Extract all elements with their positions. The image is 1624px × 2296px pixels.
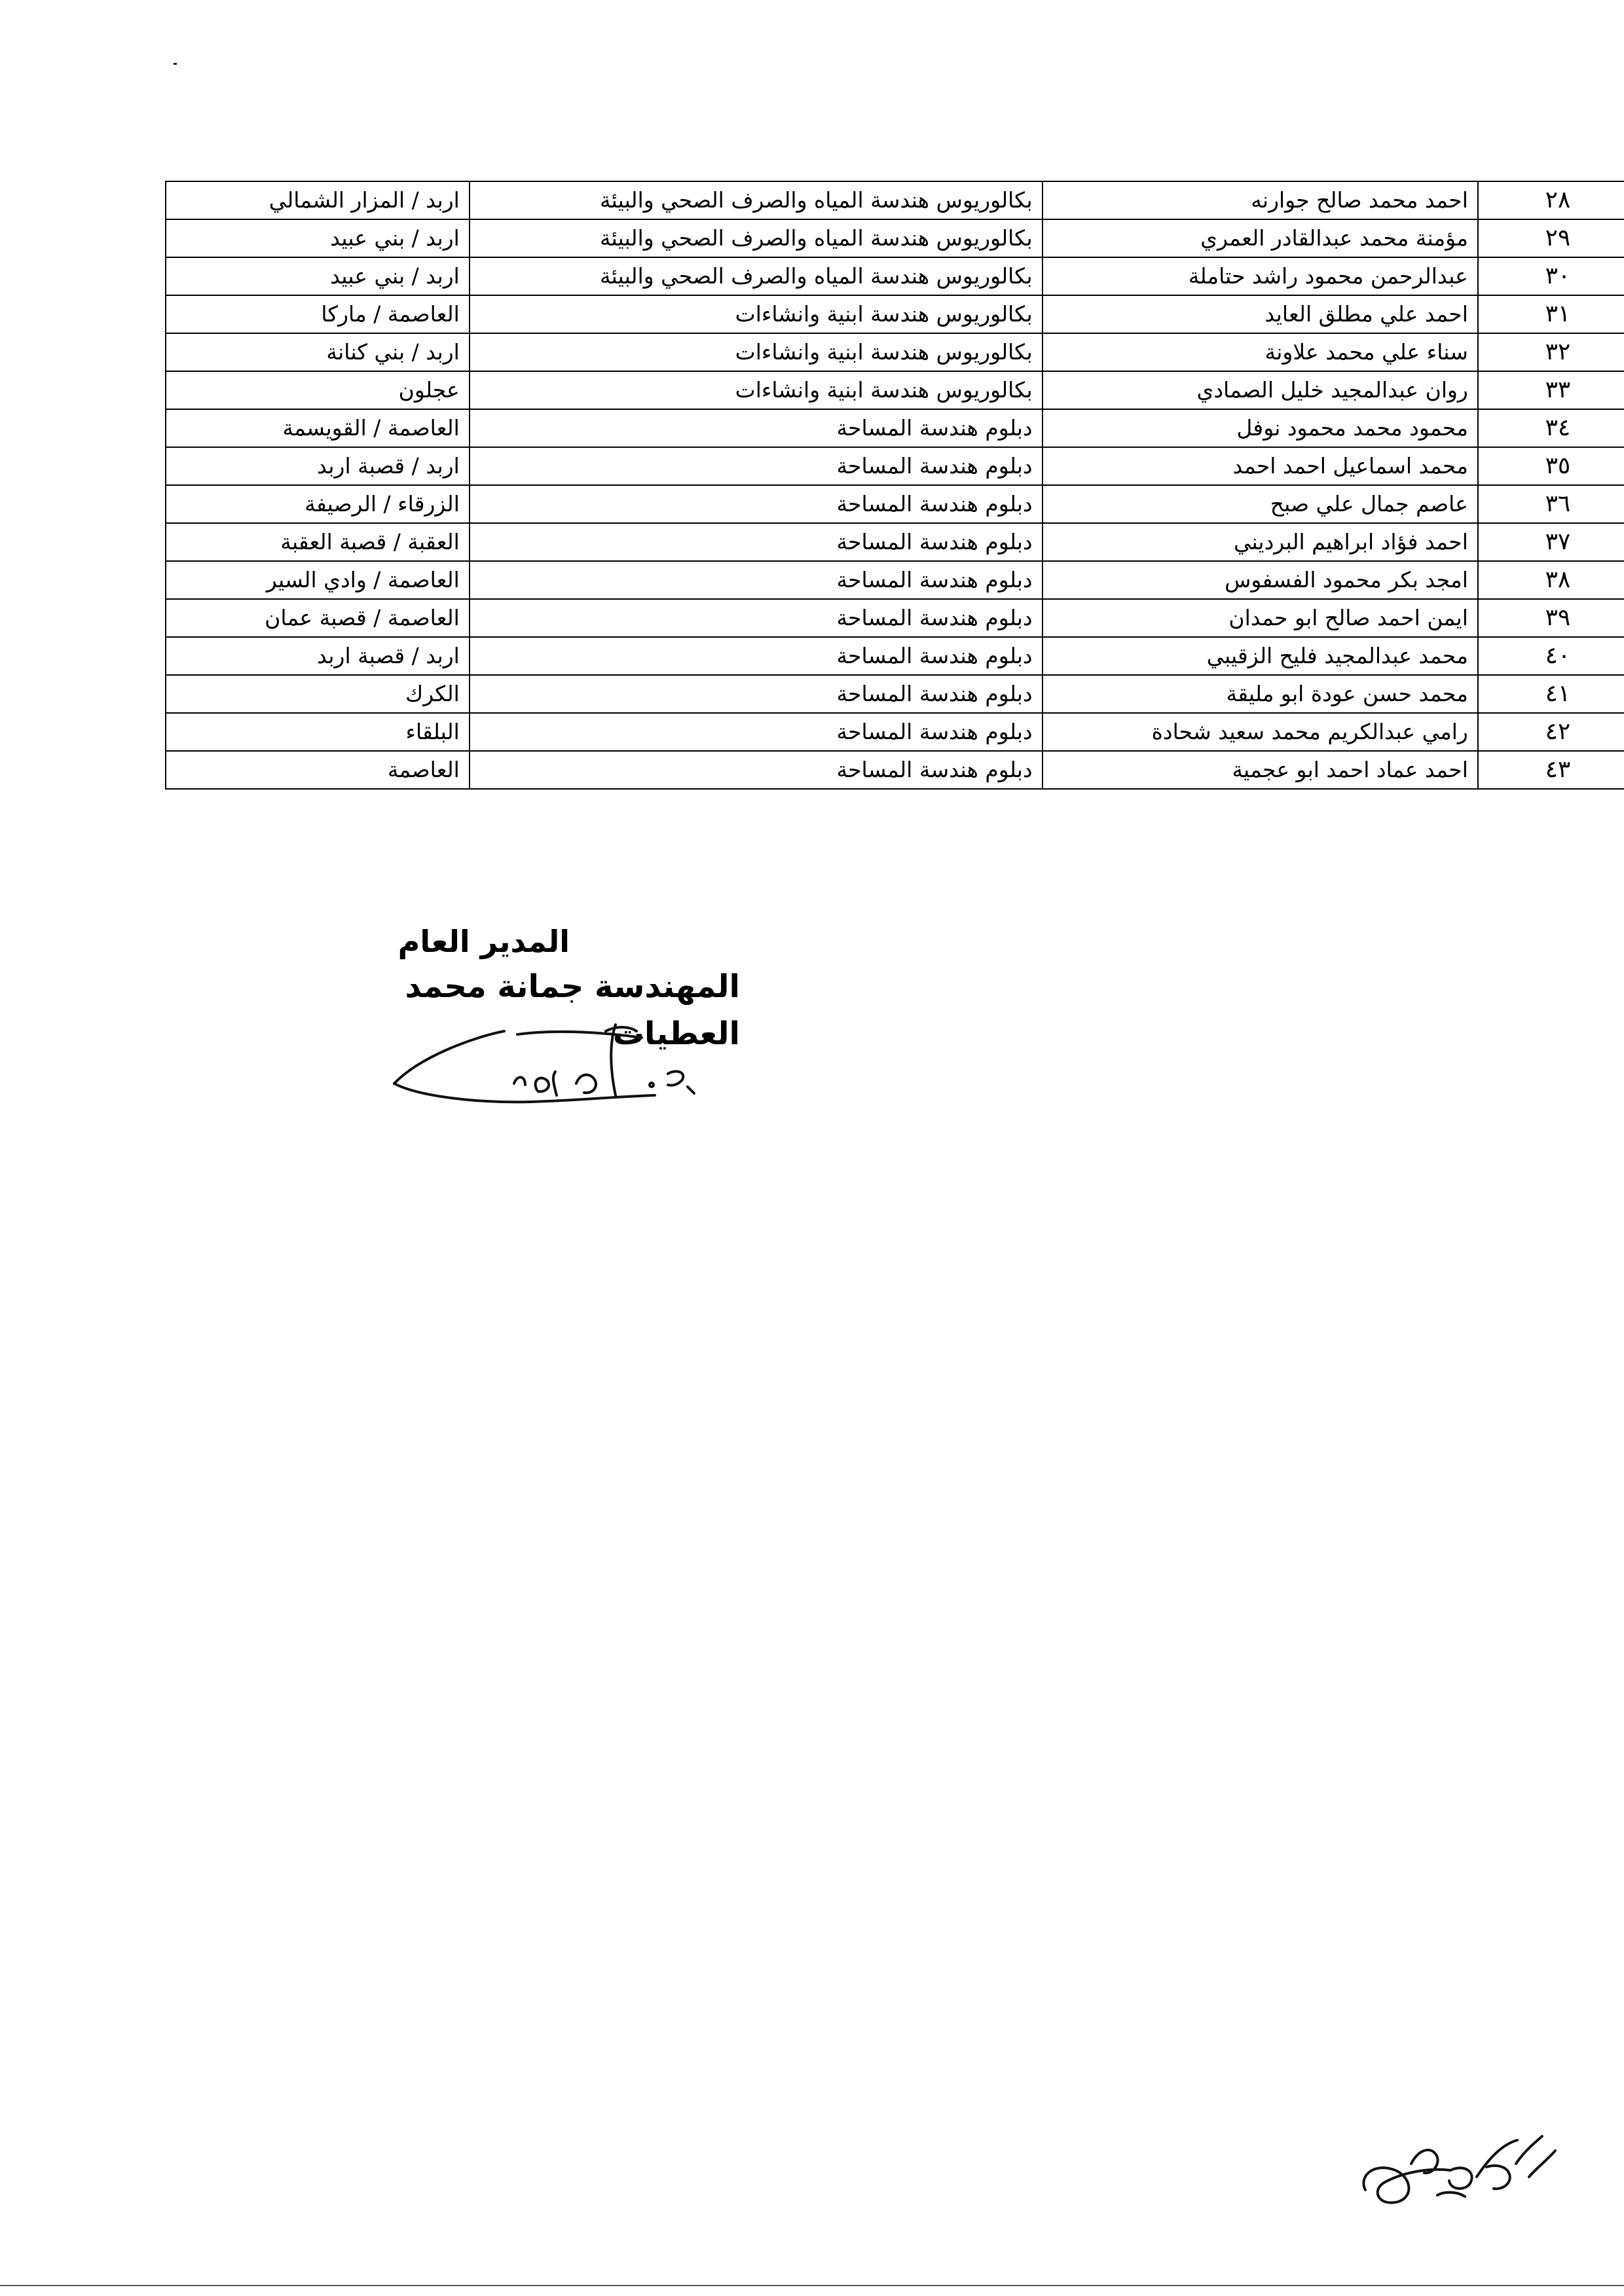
table-row bbox=[166, 447, 1624, 485]
name-cell: محمود محمد محمود نوفل bbox=[1043, 409, 1478, 447]
row-number-cell: ٣٥ bbox=[1478, 447, 1624, 485]
row-number-cell: ٢٩ bbox=[1478, 219, 1624, 257]
handwritten-signature bbox=[380, 1011, 720, 1129]
table-row bbox=[166, 637, 1624, 675]
qualification-cell: دبلوم هندسة المساحة bbox=[470, 751, 1043, 789]
table-row bbox=[166, 371, 1624, 409]
name-cell: محمد اسماعيل احمد احمد bbox=[1043, 447, 1478, 485]
qualification-cell: دبلوم هندسة المساحة bbox=[470, 713, 1043, 751]
name-cell: سناء علي محمد علاونة bbox=[1043, 333, 1478, 371]
qualification-cell: بكالوريوس هندسة ابنية وانشاءات bbox=[470, 295, 1043, 333]
roster-table bbox=[165, 181, 1624, 790]
row-number-cell: ٤٣ bbox=[1478, 751, 1624, 789]
row-number-cell: ٤٠ bbox=[1478, 637, 1624, 675]
location-cell: اربد / قصبة اربد bbox=[166, 637, 470, 675]
table-row bbox=[166, 219, 1624, 257]
location-cell: العاصمة / قصبة عمان bbox=[166, 599, 470, 637]
row-number-cell: ٣٨ bbox=[1478, 561, 1624, 599]
qualification-cell: دبلوم هندسة المساحة bbox=[470, 523, 1043, 561]
row-number-cell: ٢٨ bbox=[1478, 181, 1624, 219]
qualification-cell: دبلوم هندسة المساحة bbox=[470, 599, 1043, 637]
name-cell: عبدالرحمن محمود راشد حتاملة bbox=[1043, 257, 1478, 295]
table-row bbox=[166, 409, 1624, 447]
row-number-cell: ٤١ bbox=[1478, 675, 1624, 713]
row-number-cell: ٣٠ bbox=[1478, 257, 1624, 295]
location-cell: العاصمة bbox=[166, 751, 470, 789]
roster-table-container bbox=[165, 181, 1624, 790]
row-number-cell: ٣١ bbox=[1478, 295, 1624, 333]
location-cell: اربد / بني كنانة bbox=[166, 333, 470, 371]
qualification-cell: دبلوم هندسة المساحة bbox=[470, 561, 1043, 599]
qualification-cell: دبلوم هندسة المساحة bbox=[470, 675, 1043, 713]
table-row bbox=[166, 257, 1624, 295]
qualification-cell: دبلوم هندسة المساحة bbox=[470, 447, 1043, 485]
name-cell: احمد محمد صالح جوارنه bbox=[1043, 181, 1478, 219]
row-number-cell: ٣٩ bbox=[1478, 599, 1624, 637]
location-cell: عجلون bbox=[166, 371, 470, 409]
location-cell: اربد / بني عبيد bbox=[166, 257, 470, 295]
location-cell: اربد / قصبة اربد bbox=[166, 447, 470, 485]
location-cell: البلقاء bbox=[166, 713, 470, 751]
location-cell: الكرك bbox=[166, 675, 470, 713]
name-cell: ايمن احمد صالح ابو حمدان bbox=[1043, 599, 1478, 637]
qualification-cell: بكالوريوس هندسة ابنية وانشاءات bbox=[470, 371, 1043, 409]
location-cell: اربد / المزار الشمالي bbox=[166, 181, 470, 219]
qualification-cell: بكالوريوس هندسة المياه والصرف الصحي والبيئة bbox=[470, 257, 1043, 295]
signatory-name: المهندسة جمانة محمد العطيات bbox=[405, 968, 740, 1052]
name-cell: روان عبدالمجيد خليل الصمادي bbox=[1043, 371, 1478, 409]
table-row bbox=[166, 713, 1624, 751]
name-cell: احمد علي مطلق العايد bbox=[1043, 295, 1478, 333]
roster-table-body bbox=[166, 181, 1624, 789]
signatory-title: المدير العام bbox=[397, 924, 570, 959]
handwritten-initials bbox=[1352, 2118, 1562, 2210]
qualification-cell: دبلوم هندسة المساحة bbox=[470, 485, 1043, 523]
row-number-cell: ٣٣ bbox=[1478, 371, 1624, 409]
row-number-cell: ٣٧ bbox=[1478, 523, 1624, 561]
name-cell: رامي عبدالكريم محمد سعيد شحادة bbox=[1043, 713, 1478, 751]
table-row bbox=[166, 599, 1624, 637]
qualification-cell: دبلوم هندسة المساحة bbox=[470, 409, 1043, 447]
row-number-cell: ٣٤ bbox=[1478, 409, 1624, 447]
qualification-cell: دبلوم هندسة المساحة bbox=[470, 637, 1043, 675]
page-bottom-rule bbox=[0, 2285, 1624, 2286]
location-cell: اربد / بني عبيد bbox=[166, 219, 470, 257]
location-cell: العقبة / قصبة العقبة bbox=[166, 523, 470, 561]
qualification-cell: بكالوريوس هندسة المياه والصرف الصحي والبيئة bbox=[470, 219, 1043, 257]
name-cell: عاصم جمال علي صبح bbox=[1043, 485, 1478, 523]
scan-speck bbox=[174, 63, 177, 65]
name-cell: محمد عبدالمجيد فليح الزقيبي bbox=[1043, 637, 1478, 675]
name-cell: امجد بكر محمود الفسفوس bbox=[1043, 561, 1478, 599]
name-cell: مؤمنة محمد عبدالقادر العمري bbox=[1043, 219, 1478, 257]
table-row bbox=[166, 181, 1624, 219]
qualification-cell: بكالوريوس هندسة ابنية وانشاءات bbox=[470, 333, 1043, 371]
table-row bbox=[166, 485, 1624, 523]
name-cell: احمد عماد احمد ابو عجمية bbox=[1043, 751, 1478, 789]
row-number-cell: ٣٦ bbox=[1478, 485, 1624, 523]
location-cell: العاصمة / وادي السير bbox=[166, 561, 470, 599]
table-row bbox=[166, 675, 1624, 713]
location-cell: العاصمة / ماركا bbox=[166, 295, 470, 333]
table-row bbox=[166, 523, 1624, 561]
name-cell: محمد حسن عودة ابو مليقة bbox=[1043, 675, 1478, 713]
name-cell: احمد فؤاد ابراهيم البرديني bbox=[1043, 523, 1478, 561]
table-row bbox=[166, 561, 1624, 599]
table-row bbox=[166, 295, 1624, 333]
row-number-cell: ٣٢ bbox=[1478, 333, 1624, 371]
row-number-cell: ٤٢ bbox=[1478, 713, 1624, 751]
location-cell: الزرقاء / الرصيفة bbox=[166, 485, 470, 523]
qualification-cell: بكالوريوس هندسة المياه والصرف الصحي والبيئة bbox=[470, 181, 1043, 219]
location-cell: العاصمة / القويسمة bbox=[166, 409, 470, 447]
table-row bbox=[166, 751, 1624, 789]
table-row bbox=[166, 333, 1624, 371]
